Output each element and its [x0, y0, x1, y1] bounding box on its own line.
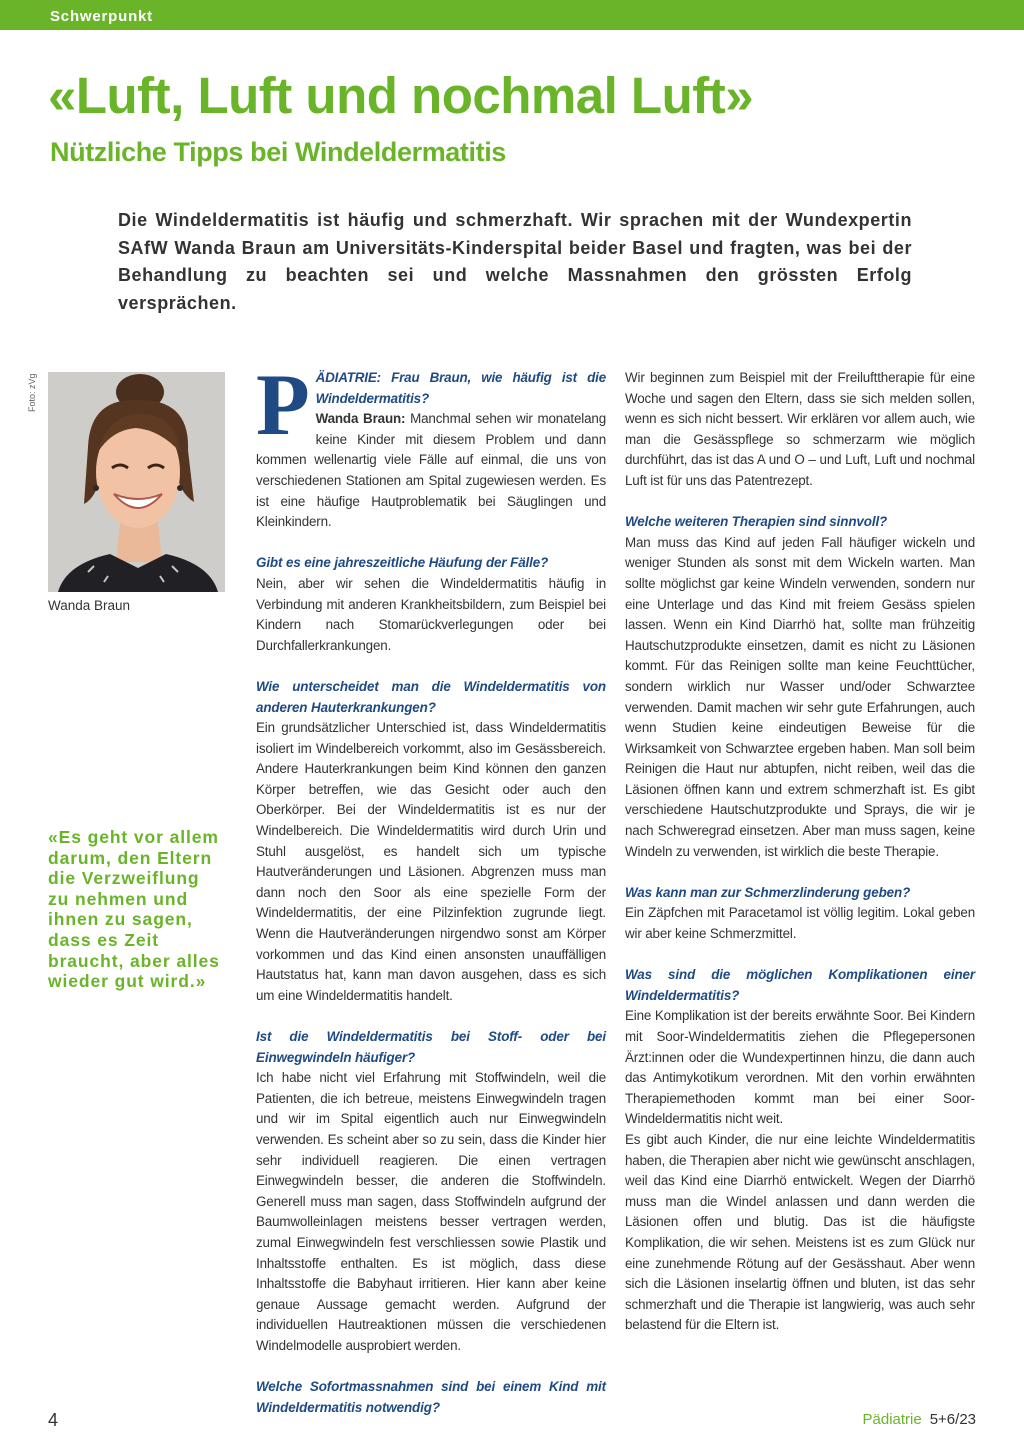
article-lead: Die Windeldermatitis ist häufig und schmerzhaft. Wir sprachen mit der Wundexpertin SAfW Wanda Braun am Universitäts-Kinderspital beider Basel und fragten, was bei der Behandlung zu beachten sei und welche Massnahmen den grössten Erfolg versprächen. — [118, 210, 912, 313]
text-column-1 — [256, 357, 606, 1418]
intro-question: ÄDIATRIE: Frau Braun, wie häufig ist die Windeldermatitis? — [315, 370, 606, 406]
interview-question: Welche Sofortmassnahmen sind bei einem Kind mit Windeldermatitis notwendig? — [256, 1379, 606, 1415]
pull-quote: «Es geht vor allem darum, den Eltern die Verzweiflung zu nehmen und ihnen zu sagen, dass es Zeit braucht, aber alles wieder gut wird.» — [48, 827, 220, 992]
photo-credit: Foto: zVg — [27, 373, 37, 412]
footer-journal — [863, 1411, 977, 1428]
interview-question: Was sind die möglichen Komplikationen einer Windeldermatitis? — [625, 967, 975, 1003]
interview-question: Was kann man zur Schmerzlinderung geben? — [625, 884, 911, 900]
interview-question: Welche weiteren Therapien sind sinnvoll? — [625, 514, 888, 530]
column-1-qa-list — [256, 553, 606, 1418]
intro-answer: Manchmal sehen wir monatelang keine Kinder mit diesem Problem und dann kommen wellenartig viele Fälle auf einmal, die uns von verschiedenen Stationen am Spital zugewiesen werden. Es ist eine häufige Hautproblematik bei Säuglingen und Kleinkindern. — [256, 411, 606, 530]
photo-caption: Wanda Braun — [48, 598, 131, 613]
journal-name: Pädiatrie — [862, 1411, 922, 1428]
drop-cap: P — [256, 357, 310, 454]
text-column-2 — [625, 368, 975, 1357]
article-subtitle: Nützliche Tipps bei Windeldermatitis — [50, 137, 506, 167]
journal-issue: 5+6/23 — [929, 1411, 976, 1428]
interview-answer: Ein Zäpfchen mit Paracetamol ist völlig legitim. Lokal geben wir aber keine Schmerzmittel. — [625, 905, 975, 942]
interview-answer: Eine Komplikation ist der bereits erwähnte Soor. Bei Kindern mit Soor-Windeldermatitis ziehen die Pflegepersonen Ärzt:innen oder die Wundexpertinnen hinzu, die dann auch das Antimykotikum verordnen. Mit den vorhin erwähnten Therapiemethoden kommt man bei einer Soor-Windeldermatitis nicht weit. — [625, 1008, 975, 1127]
intro-speaker: Wanda Braun: — [315, 411, 406, 427]
interview-answer: Es gibt auch Kinder, die nur eine leichte Windeldermatitis haben, die Therapien aber nicht wie gewünscht anschlagen, weil das Kind eine Diarrhö entwickelt. Wegen der Diarrhö muss man die Windel anlassen und dann werden die Läsionen offen und blutig. Das ist die häufigste Komplikation, die wir sehen. Meistens ist es zum Glück nur eine zunehmende Rötung auf der Gesässhaut. Aber wenn sich die Läsionen inselartig öffnen und bluten, ist das sehr schmerzhaft und die Therapie ist langwierig, was auch sehr belastend für die Eltern ist. — [625, 1131, 975, 1333]
interview-question: Wie unterscheidet man die Windeldermatitis von anderen Hauterkrankungen? — [256, 678, 606, 715]
intro-paragraph — [256, 357, 606, 533]
interview-question: Ist die Windeldermatitis bei Stoff- oder bei Einwegwindeln häufiger? — [256, 1029, 606, 1065]
interview-question: Gibt es eine jahreszeitliche Häufung der Fälle? — [256, 555, 549, 571]
interview-answer: Ich habe nicht viel Erfahrung mit Stoffwindeln, weil die Patienten, die ich betreue, meistens Einwegwindeln tragen und wir im Spital eigentlich auch nur Einwegwindeln verwenden. Es scheint aber so zu sein, dass die Kinder hier sehr individuell reagieren. Die einen vertragen Einwegwindeln besser, die anderen die Stoffwindeln. Generell muss man sagen, dass Stoffwindeln aufgrund der Baumwolleinlagen meistens besser vertragen werden, zumal Einwegwindeln fest verschliessen sowie Plastik und Inhaltsstoffe enthalten. Es ist möglich, dass diese Inhaltsstoffe die Babyhaut irritieren. Hier kann aber keine genaue Aussage gemacht werden. Aufgrund der individuellen Hautreaktionen müssen die verschiedenen Windelmodelle ausprobiert werden. — [256, 1070, 606, 1353]
section-header-bar — [0, 0, 1024, 30]
interview-answer: Wir beginnen zum Beispiel mit der Freilufttherapie für eine Woche und sagen den Eltern, dass sie sich melden sollen, wenn es sich nicht bessert. Wir erklären vor allem auch, wie man die Gesässpflege so schmerzarm wie möglich durchführt, das ist das A und O – und Luft, Luft und nochmal Luft ist für uns das Patentrezept. — [625, 370, 975, 488]
interview-answer: Nein, aber wir sehen die Windeldermatitis häufig in Verbindung mit anderen Krankheitsbildern, zum Beispiel bei Kindern nach Stomarückverlegungen oder bei Durchfallerkrankungen. — [256, 575, 606, 653]
page-number: 4 — [48, 1410, 59, 1430]
article-title: «Luft, Luft und nochmal Luft» — [48, 67, 754, 124]
interview-answer: Ein grundsätzlicher Unterschied ist, dass Windeldermatitis isoliert im Windelbereich vorkommt, also im Gesässbereich. Andere Hauterkrankungen beim Kind können den ganzen Körper betreffen, wie das Gesicht oder auch den Oberkörper. Bei der Windeldermatitis ist es nur der Windelbereich. Die Windeldermatitis wird durch Urin und Stuhl ausgelöst, es handelt sich um typische Hautveränderungen und Läsionen. Abgrenzen muss man dann noch den Soor als eine spezielle Form der Windeldermatitis, der eine Pilzinfektion zugrunde liegt. Wenn die Hautveränderungen nirgendwo sonst am Körper vorkommen und das Kind einen ansonsten unauffälligen Hautstatus hat, kann man davon ausgehen, dass es sich um eine Windeldermatitis handelt. — [256, 720, 606, 1003]
column-2-qa-list — [625, 368, 975, 1336]
section-label: Schwerpunkt — [50, 8, 153, 25]
portrait-illustration — [48, 372, 225, 592]
portrait-photo — [48, 372, 225, 592]
interview-answer: Man muss das Kind auf jeden Fall häufiger wickeln und weniger Stunden als sonst mit dem Wickeln warten. Man sollte möglichst gar keine Windeln verwenden, sondern nur eine Unterlage und das Kind mit freiem Gesäss spielen lassen. Wenn ein Kind Diarrhö hat, sollte man frühzeitig Hautschutzprodukte einsetzen, damit es nicht zu Läsionen kommt. Für das Reinigen sollte man keine Feuchttücher, sondern wirklich nur Wasser und/oder Schwarztee verwenden. Damit machen wir sehr gute Erfahrungen, auch wenn Studien keine eindeutigen Beweise für die Wirksamkeit von Schwarztee ergeben haben. Man soll beim Reinigen die Haut nur abtupfen, nicht reiben, weil das die Läsionen öffnen kann und extrem schmerzhaft ist. Es gibt verschiedene Hautschutzprodukte und Sprays, die wir je nach Schweregrad einsetzen. Aber man muss sagen, keine Windeln zu verwenden, ist wirklich die beste Therapie. — [625, 534, 975, 859]
